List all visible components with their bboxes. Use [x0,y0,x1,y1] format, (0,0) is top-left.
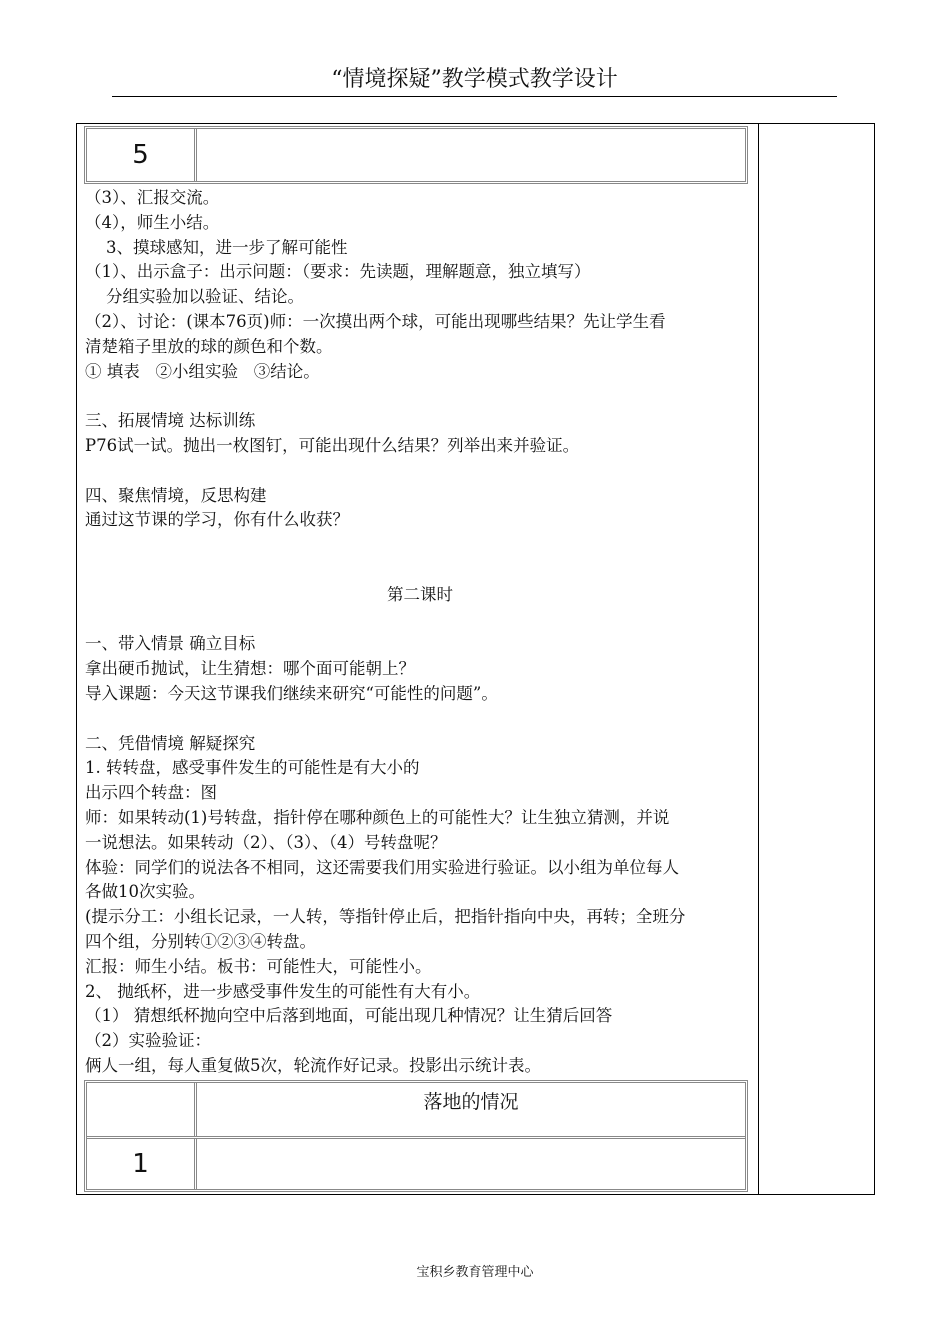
record-table-bottom [84,1080,748,1192]
page-footer: 宝积乡教育管理中心 [416,1265,534,1280]
text-line: 通过这节课的学习，你有什么收获？ [85,510,349,530]
lesson-period-heading: 第二课时 [387,584,453,604]
text-line: 师：如果转动(1)号转盘，指针停在哪种颜色上的可能性大？让生独立猜测，并说 [85,807,670,827]
table-corner-cell [87,1083,197,1136]
blank-line [85,384,755,409]
text-line: （1） 猜想纸杯抛向空中后落到地面，可能出现几种情况？让生猜后回答 [85,1006,613,1026]
text-line: （4），师生小结。 [85,212,220,232]
table-row-number: 5 [87,129,197,181]
notes-column-divider [758,123,759,1194]
text-line: 1. 转转盘，感受事件发生的可能性是有大小的 [85,758,420,778]
text-line: 导入课题：今天这节课我们继续来研究“可能性的问题”。 [85,683,498,703]
text-line: 四个组，分别转①②③④转盘。 [85,931,316,951]
text-line: （1）、出示盒子：出示问题：（要求：先读题，理解题意，独立填写） [85,262,591,282]
text-line: 体验：同学们的说法各不相同，这还需要我们用实验进行验证。以小组为单位每人 [85,857,679,877]
section-heading: 三、拓展情境 达标训练 [85,411,256,431]
text-line: ① 填表 ②小组实验 ③结论。 [85,361,320,381]
section-heading: 四、聚焦情境，反思构建 [85,485,267,505]
document-title: “情境探疑”教学模式教学设计 [112,64,837,97]
blank-line [85,558,755,583]
text-line: （2）、讨论：(课本76页)师：一次摸出两个球，可能出现哪些结果？先让学生看 [85,311,666,331]
text-line: 拿出硬币抛试，让生猜想：哪个面可能朝上？ [85,659,415,679]
text-line: 2、 抛纸杯，进一步感受事件发生的可能性有大有小。 [85,981,481,1001]
section-heading: 一、带入情景 确立目标 [85,634,256,654]
record-table-top [84,126,748,184]
table-column-header: 落地的情况 [423,1091,519,1113]
text-line: 一说想法。如果转动（2）、（3）、（4）号转盘呢？ [85,832,447,852]
table-row [87,1139,745,1189]
section-heading: 二、凭借情境 解疑探究 [85,733,256,753]
lesson-body [85,186,755,1079]
text-line: (提示分工：小组长记录，一人转，等指针停止后，把指针指向中央，再转；全班分 [85,907,686,927]
text-line: 清楚箱子里放的球的颜色和个数。 [85,336,333,356]
table-row-number: 1 [87,1139,197,1189]
text-line: 3、摸球感知，进一步了解可能性 [85,237,348,257]
table-header-row [87,1083,745,1139]
text-line: 各做10次实验。 [85,882,205,902]
text-line: P76试一试。抛出一枚图钉，可能出现什么结果？列举出来并验证。 [85,435,580,455]
blank-line [85,533,755,558]
text-line: 出示四个转盘：图 [85,783,217,803]
text-line: （3）、汇报交流。 [85,188,220,207]
text-line: 分组实验加以验证、结论。 [85,287,304,307]
blank-line [85,608,755,633]
text-line: （2）实验验证： [85,1031,211,1051]
blank-line [85,459,755,484]
text-line: 俩人一组，每人重复做5次，轮流作好记录。投影出示统计表。 [85,1055,541,1075]
blank-line [85,707,755,732]
text-line: 汇报：师生小结。板书：可能性大，可能性小。 [85,956,432,976]
